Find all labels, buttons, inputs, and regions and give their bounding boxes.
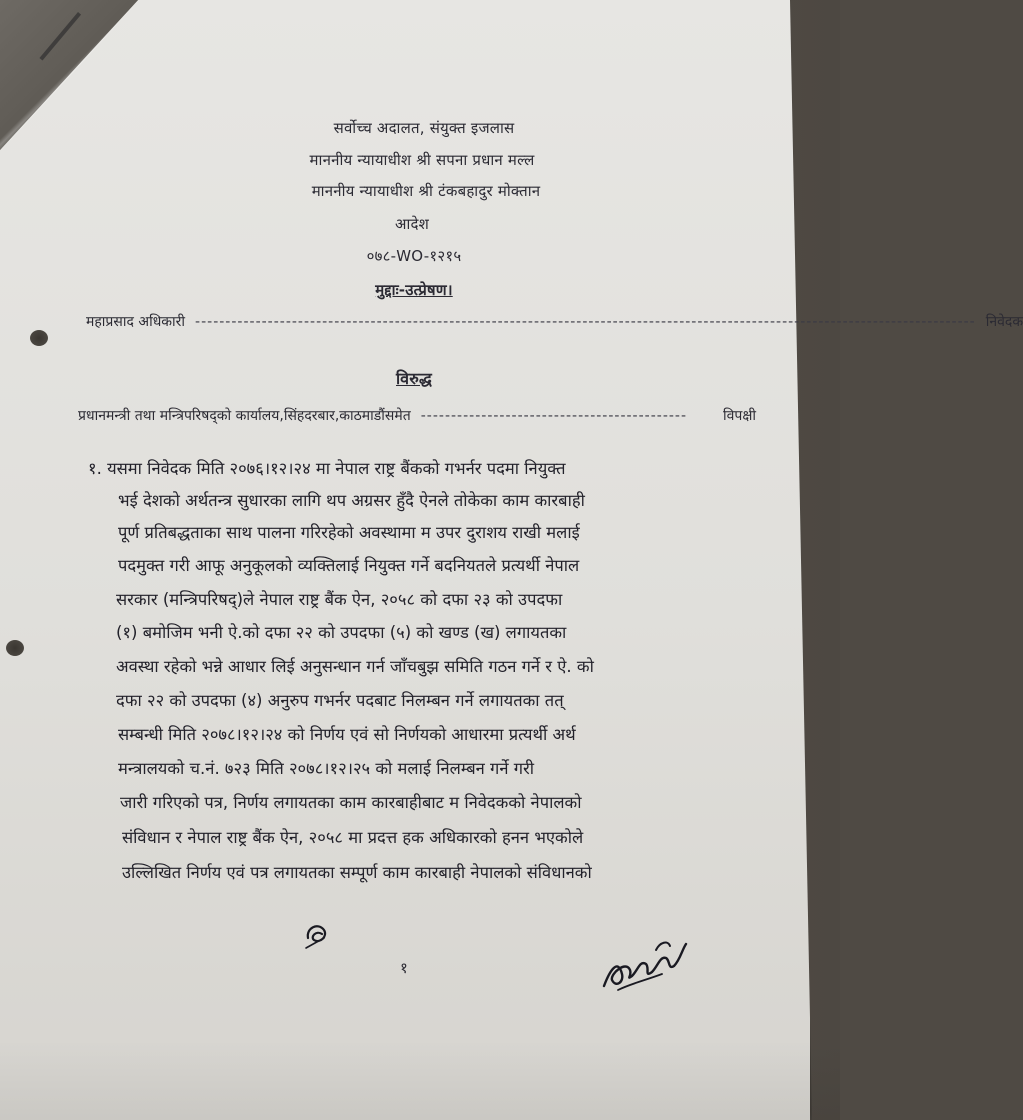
- body-line: उल्लिखित निर्णय एवं पत्र लगायतका सम्पूर्ण काम कारबाही नेपालको संविधानको: [122, 863, 592, 882]
- petitioner-name: महाप्रसाद अधिकारी: [86, 314, 186, 330]
- case-number: ०७८-WO-१२१५: [366, 247, 462, 265]
- versus-heading: विरुद्ध: [396, 369, 432, 388]
- body-line: भई देशको अर्थतन्त्र सुधारका लागि थप अग्रसर हुँदै ऐनले तोकेका काम कारबाही: [118, 491, 585, 510]
- case-subject: मुद्दाः-उत्प्रेषण।: [375, 281, 453, 299]
- punch-hole-bottom: [6, 640, 24, 656]
- body-line: अवस्था रहेको भन्ने आधार लिई अनुसन्धान गर्न जाँचबुझ समिति गठन गर्ने र ऐ. को: [116, 657, 594, 676]
- signature-icon: [596, 930, 696, 996]
- respondent-role: विपक्षी: [722, 408, 756, 424]
- body-line: जारी गरिएको पत्र, निर्णय लगायतका काम कारबाहीबाट म निवेदकको नेपालको: [120, 793, 582, 812]
- court-name: सर्वोच्च अदालत, संयुक्त इजलास: [333, 119, 515, 137]
- body-line: सम्बन्धी मिति २०७८।१२।२४ को निर्णय एवं सो निर्णयको आधारमा प्रत्यर्थी अर्थ: [118, 725, 576, 744]
- initial-mark-icon: [302, 918, 338, 952]
- body-line: (१) बमोजिम भनी ऐ.को दफा २२ को उपदफा (५) को खण्ड (ख) लगायतका: [116, 623, 567, 642]
- order-label: आदेश: [394, 215, 430, 233]
- petitioner-role: निवेदक: [985, 314, 1023, 330]
- respondent-name: प्रधानमन्त्री तथा मन्त्रिपरिषद्‌को कार्यालय,सिंहदरबार,काठमाडौंसमेत: [78, 408, 411, 424]
- body-line: १. यसमा निवेदक मिति २०७६।१२।२४ मा नेपाल राष्ट्र बैंकको गभर्नर पदमा नियुक्त: [88, 459, 566, 478]
- respondent-dashes: --------------------------------------------: [420, 408, 688, 424]
- petitioner-dashes: ---------------------------------------------------------------------------------------------------------------------------------: [195, 314, 976, 330]
- body-line: पदमुक्त गरी आफू अनुकूलको व्यक्तिलाई नियुक्त गर्ने बदनियतले प्रत्यर्थी नेपाल: [118, 556, 580, 575]
- justice-name-1: माननीय न्यायाधीश श्री सपना प्रधान मल्ल: [309, 151, 535, 169]
- body-line: पूर्ण प्रतिबद्धताका साथ पालना गरिरहेको अवस्थामा म उपर दुराशय राखी मलाई: [118, 523, 580, 542]
- page-number: १: [400, 959, 408, 977]
- justice-name-2: माननीय न्यायाधीश श्री टंकबहादुर मोक्तान: [311, 182, 541, 200]
- petitioner-row: [86, 312, 1023, 331]
- body-line: सरकार (मन्त्रिपरिषद्)ले नेपाल राष्ट्र बैंक ऐन, २०५८ को दफा २३ को उपदफा: [116, 590, 563, 609]
- body-line: दफा २२ को उपदफा (४) अनुरुप गभर्नर पदबाट निलम्बन गर्ने लगायतका तत्: [116, 691, 564, 710]
- punch-hole-top: [30, 330, 48, 346]
- body-line: मन्त्रालयको च.नं. ७२३ मिति २०७८।१२।२५ को मलाई निलम्बन गर्ने गरी: [118, 759, 535, 778]
- body-line: संविधान र नेपाल राष्ट्र बैंक ऐन, २०५८ मा प्रदत्त हक अधिकारको हनन भएकोले: [122, 828, 584, 847]
- respondent-row: [78, 406, 756, 425]
